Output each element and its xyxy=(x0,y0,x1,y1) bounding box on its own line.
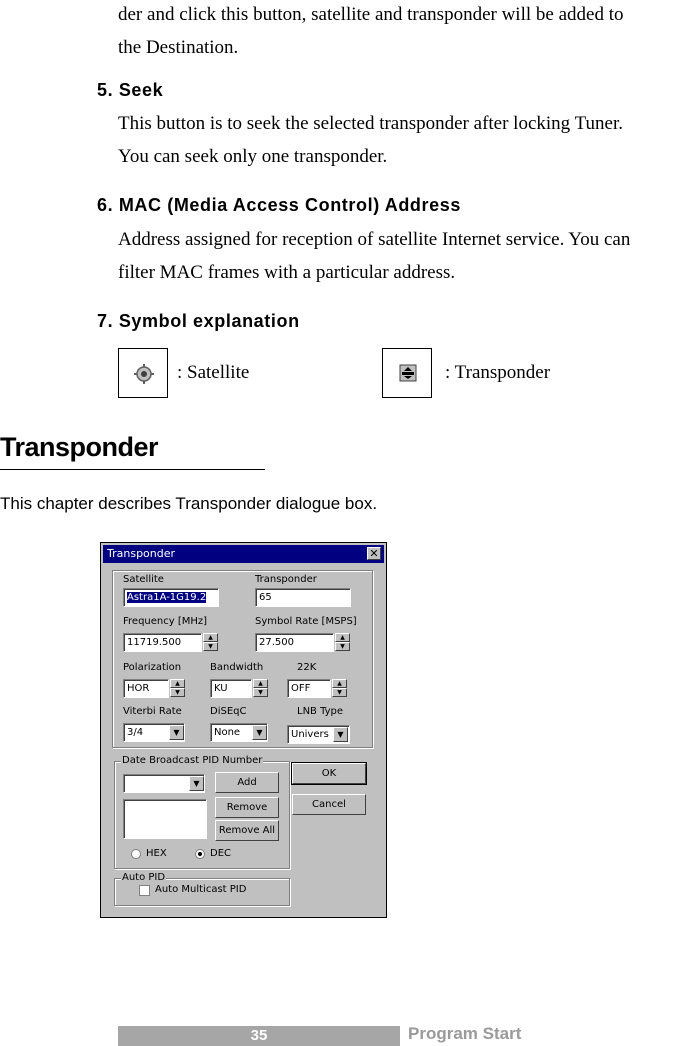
spin-up-icon[interactable]: ▲ xyxy=(170,679,185,688)
22k-field[interactable]: OFF xyxy=(287,679,331,698)
seek-paragraph xyxy=(118,107,679,173)
text-line: the Destination. xyxy=(118,37,239,58)
symbol-rate-label: Symbol Rate [MSPS] xyxy=(255,616,357,627)
hex-radio[interactable] xyxy=(131,849,141,859)
transponder-icon xyxy=(383,349,431,397)
transponder-field[interactable]: 65 xyxy=(255,588,351,607)
polarization-spinner[interactable] xyxy=(170,679,185,698)
auto-multicast-checkbox[interactable] xyxy=(139,885,150,896)
remove-button[interactable]: Remove xyxy=(215,797,279,818)
chevron-down-icon[interactable]: ▼ xyxy=(189,776,204,791)
chapter-title: Transponder xyxy=(0,432,159,462)
spin-down-icon[interactable]: ▼ xyxy=(203,642,218,651)
text-line: This button is to seek the selected transponder after locking Tuner. xyxy=(118,113,623,134)
heading-symbol-explanation xyxy=(97,311,300,332)
viterbi-select[interactable]: 3/4 xyxy=(123,723,185,742)
frequency-field[interactable]: 11719.500 xyxy=(123,633,202,652)
page-number: 35 xyxy=(250,1027,268,1044)
frequency-label: Frequency [MHz] xyxy=(123,616,208,627)
ok-button[interactable]: OK xyxy=(292,763,366,784)
polarization-field[interactable]: HOR xyxy=(123,679,169,698)
22k-label: 22K xyxy=(297,662,317,673)
heading-number: 7. xyxy=(97,311,114,331)
spin-down-icon[interactable]: ▼ xyxy=(332,688,347,697)
heading-title: Symbol explanation xyxy=(118,311,300,331)
heading-seek xyxy=(97,80,163,101)
heading-number: 5. xyxy=(97,80,114,100)
transponder-dialog xyxy=(100,542,387,918)
spin-up-icon[interactable]: ▲ xyxy=(335,633,350,642)
bandwidth-field[interactable]: KU xyxy=(210,679,252,698)
transponder-label: Transponder xyxy=(255,574,317,585)
spin-up-icon[interactable]: ▲ xyxy=(332,679,347,688)
heading-title: MAC (Media Access Control) Address xyxy=(118,195,461,215)
add-button[interactable]: Add xyxy=(215,772,279,793)
dec-label: DEC xyxy=(210,848,232,859)
pid-group-label: Date Broadcast PID Number xyxy=(122,755,263,766)
spin-up-icon[interactable]: ▲ xyxy=(253,679,268,688)
satellite-symbol-label: : Satellite xyxy=(177,362,250,383)
chevron-down-icon[interactable]: ▼ xyxy=(252,725,267,740)
spin-down-icon[interactable]: ▼ xyxy=(335,642,350,651)
text-line: filter MAC frames with a particular address. xyxy=(118,262,456,283)
remove-all-button[interactable]: Remove All xyxy=(215,820,279,841)
section-name: Program Start xyxy=(408,1024,522,1043)
satellite-symbol-box xyxy=(118,348,168,398)
chevron-down-icon[interactable]: ▼ xyxy=(169,725,184,740)
chapter-underline xyxy=(0,469,265,470)
diseqc-select[interactable]: None xyxy=(210,723,268,742)
satellite-icon xyxy=(119,349,167,397)
pid-list[interactable] xyxy=(123,799,207,839)
text-line: der and click this button, satellite and transponder will be added to xyxy=(118,4,624,25)
bandwidth-spinner[interactable] xyxy=(253,679,268,698)
cancel-button[interactable]: Cancel xyxy=(292,794,366,815)
spin-down-icon[interactable]: ▼ xyxy=(170,688,185,697)
lnb-type-label: LNB Type xyxy=(297,706,344,717)
viterbi-label: Viterbi Rate xyxy=(123,706,182,717)
dec-radio[interactable] xyxy=(195,849,205,859)
hex-label: HEX xyxy=(146,848,167,859)
chevron-down-icon[interactable]: ▼ xyxy=(333,727,348,742)
satellite-label: Satellite xyxy=(123,574,164,585)
symbol-rate-field[interactable]: 27.500 xyxy=(255,633,334,652)
transponder-symbol-label: : Transponder xyxy=(445,362,551,383)
continued-paragraph xyxy=(118,0,679,64)
frequency-spinner[interactable] xyxy=(203,633,218,652)
text-line: Address assigned for reception of satellite Internet service. You can xyxy=(118,229,631,250)
auto-multicast-label: Auto Multicast PID xyxy=(155,884,247,895)
lnb-type-select[interactable]: Univers xyxy=(287,725,350,744)
close-button[interactable] xyxy=(367,547,381,560)
auto-pid-group-label: Auto PID xyxy=(122,872,166,883)
heading-title: Seek xyxy=(118,80,164,100)
heading-mac-address xyxy=(97,195,461,216)
close-icon: ✕ xyxy=(369,547,379,560)
dialog-titlebar[interactable] xyxy=(103,545,384,563)
chapter-intro: This chapter describes Transponder dialogue box. xyxy=(0,494,378,513)
22k-spinner[interactable] xyxy=(332,679,347,698)
diseqc-label: DiSEqC xyxy=(210,706,247,717)
bandwidth-label: Bandwidth xyxy=(210,662,264,673)
satellite-field[interactable] xyxy=(123,588,219,607)
satellite-value: Astra1A-1G19.2 xyxy=(127,592,207,603)
mac-paragraph xyxy=(118,223,679,289)
symbol-rate-spinner[interactable] xyxy=(335,633,350,652)
transponder-symbol-box xyxy=(382,348,432,398)
spin-up-icon[interactable]: ▲ xyxy=(203,633,218,642)
heading-number: 6. xyxy=(97,195,114,215)
text-line: You can seek only one transponder. xyxy=(118,146,388,167)
spin-down-icon[interactable]: ▼ xyxy=(253,688,268,697)
dialog-title: Transponder xyxy=(107,547,176,560)
polarization-label: Polarization xyxy=(123,662,182,673)
